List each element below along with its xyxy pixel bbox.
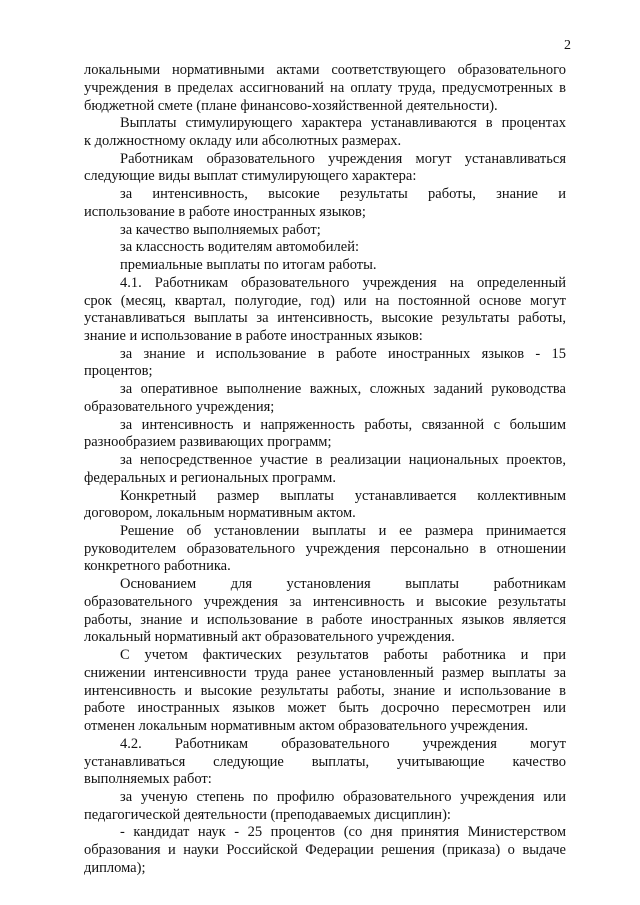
text-line: отменен локальным нормативным актом образовательного учреждения. bbox=[84, 718, 529, 734]
text-line: бюджетной смете (плане финансово-хозяйственной деятельности). bbox=[84, 97, 498, 114]
text-line: диплома); bbox=[84, 859, 146, 876]
page-number: 2 bbox=[564, 38, 571, 53]
text-line: локальными нормативными актами соответствующего образовательного bbox=[84, 62, 566, 78]
text-line: 4.1. Работникам образовательного учреждения на определенный bbox=[120, 274, 566, 291]
text-line: интенсивность и высокие результаты работы, знание и использование в bbox=[84, 682, 566, 699]
text-line: знание и использование в работе иностранных языков: bbox=[84, 327, 423, 344]
text-line: к должностному окладу или абсолютных размерах. bbox=[84, 132, 402, 149]
text-line: - кандидат наук - 25 процентов (со дня принятия Министерством bbox=[120, 824, 566, 841]
text-line: процентов; bbox=[84, 363, 153, 380]
text-line: за ученую степень по профилю образовательного учреждения или bbox=[120, 788, 566, 805]
text-line: Работникам образовательного учреждения могут устанавливаться bbox=[120, 150, 566, 167]
text-line: устанавливаться выплаты за интенсивность, высокие результаты работы, bbox=[84, 310, 566, 327]
text-line: работы, знание и использование в работе иностранных языков является bbox=[84, 611, 566, 628]
text-line: премиальные выплаты по итогам работы. bbox=[120, 257, 377, 273]
text-line: Решение об установлении выплаты и ее размера принимается bbox=[120, 523, 566, 539]
text-line: за качество выполняемых работ; bbox=[120, 221, 321, 238]
text-line: за интенсивность, высокие результаты работы, знание и bbox=[120, 186, 566, 203]
text-line: договором, локальным нормативным актом. bbox=[84, 505, 356, 522]
text-line: работе иностранных языков может быть досрочно пересмотрен или bbox=[84, 700, 566, 717]
text-line: Выплаты стимулирующего характера устанавливаются в процентах bbox=[120, 115, 566, 132]
text-line: за знание и использование в работе иностранных языков - 15 bbox=[120, 345, 566, 362]
text-line: разнообразием развивающих программ; bbox=[84, 434, 332, 451]
text-line: срок (месяц, квартал, полугодие, год) или на постоянной основе могут bbox=[84, 292, 566, 309]
text-line: руководителем образовательного учреждения персонально в отношении bbox=[84, 540, 566, 557]
text-line: снижении интенсивности труда ранее установленный размер выплаты за bbox=[84, 664, 566, 681]
text-line: за непосредственное участие в реализации национальных проектов, bbox=[120, 452, 566, 469]
text-line: за интенсивность и напряженность работы, связанной с большим bbox=[120, 416, 566, 433]
text-line: Конкретный размер выплаты устанавливается коллективным bbox=[120, 487, 566, 504]
text-line: образования и науки Российской Федерации решения (приказа) о выдаче bbox=[84, 842, 566, 859]
text-line: С учетом фактических результатов работы работника и при bbox=[120, 647, 566, 664]
text-line: 4.2. Работникам образовательного учреждения могут bbox=[120, 735, 566, 752]
text-line: за классность водителям автомобилей: bbox=[120, 239, 360, 256]
text-line: за оперативное выполнение важных, сложных заданий руководства bbox=[120, 381, 566, 398]
text-line: педагогической деятельности (преподаваемых дисциплин): bbox=[84, 806, 451, 823]
text-line: локальный нормативный акт образовательного учреждения. bbox=[84, 629, 455, 646]
text-line: конкретного работника. bbox=[84, 558, 231, 575]
text-line: Основанием для установления выплаты работникам bbox=[120, 576, 566, 593]
text-line: учреждения в пределах ассигнований на оплату труда, предусмотренных в bbox=[84, 79, 566, 96]
text-line: устанавливаться следующие выплаты, учитывающие качество bbox=[84, 753, 566, 770]
text-line: следующие виды выплат стимулирующего характера: bbox=[84, 168, 417, 185]
text-line: образовательного учреждения; bbox=[84, 398, 275, 415]
text-line: федеральных и региональных программ. bbox=[84, 469, 336, 486]
text-line: выполняемых работ: bbox=[84, 771, 212, 788]
text-line: образовательного учреждения за интенсивность и высокие результаты bbox=[84, 593, 566, 610]
text-line: использование в работе иностранных языков; bbox=[84, 203, 366, 220]
